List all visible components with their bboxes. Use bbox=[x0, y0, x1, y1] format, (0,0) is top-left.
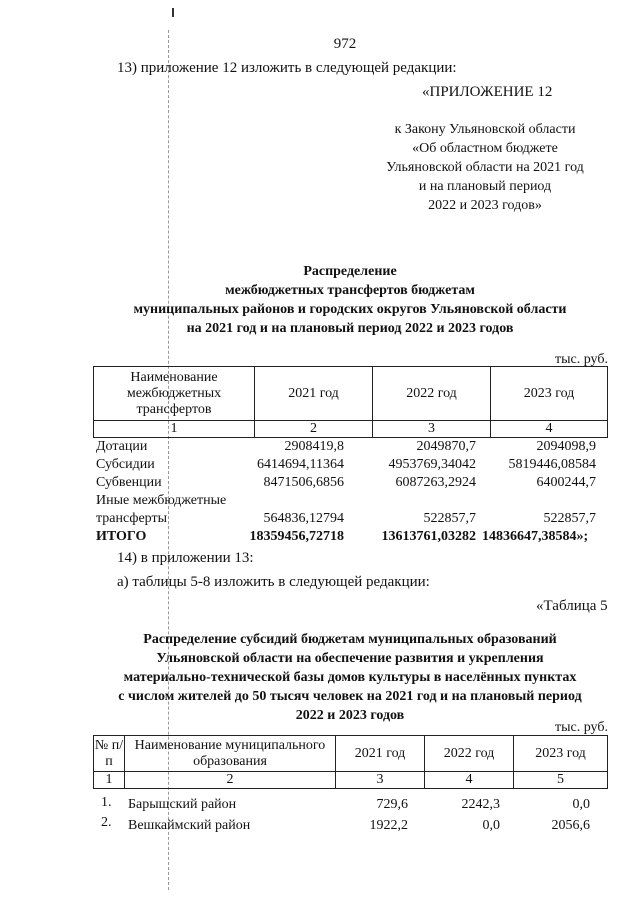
col-number: 2 bbox=[125, 772, 336, 789]
appendix-reference bbox=[360, 120, 610, 215]
row-value-2021: 6414694,11364 bbox=[257, 457, 344, 472]
row-value-2021: 8471506,6856 bbox=[263, 475, 344, 490]
row-name: Вешкаймский район bbox=[128, 818, 251, 833]
item14a-text: а) таблицы 5-8 изложить в следующей редакции: bbox=[117, 574, 430, 590]
row-value-2023: 5819446,08584 bbox=[508, 457, 596, 472]
col-number: 1 bbox=[94, 421, 255, 438]
col-header-2021: 2021 год bbox=[336, 736, 425, 772]
heading-distribution bbox=[60, 262, 640, 338]
col-number: 3 bbox=[336, 772, 425, 789]
row-value-2022: 0,0 bbox=[482, 818, 500, 833]
col-number: 4 bbox=[425, 772, 514, 789]
heading-line: муниципальных районов и городских округов Ульяновской области bbox=[133, 302, 567, 317]
row-value-2021: 729,6 bbox=[376, 797, 408, 812]
col-number: 4 bbox=[491, 421, 608, 438]
heading-line: с числом жителей до 50 тысяч человек на 2021 год и на плановый период bbox=[118, 689, 582, 704]
scan-mark bbox=[172, 8, 174, 17]
total-label: ИТОГО bbox=[96, 529, 147, 544]
appendix-title: «ПРИЛОЖЕНИЕ 12 bbox=[422, 84, 553, 100]
row-name: Дотации bbox=[96, 439, 148, 454]
total-value-2022: 13613761,03282 bbox=[381, 529, 476, 544]
row-name: Субсидии bbox=[96, 457, 155, 472]
row-name: Барышский район bbox=[128, 797, 237, 812]
row-value-2023: 0,0 bbox=[572, 797, 590, 812]
heading-line: межбюджетных трансфертов бюджетам bbox=[225, 283, 475, 298]
row-value-2023: 522857,7 bbox=[543, 511, 596, 526]
row-value-2022: 2242,3 bbox=[461, 797, 500, 812]
col-header-2023: 2023 год bbox=[491, 367, 608, 421]
row-number: 2. bbox=[101, 815, 112, 830]
col-header-number: № п/п bbox=[94, 736, 125, 772]
appendix-ref-line: и на плановый период bbox=[418, 179, 552, 194]
subsidies-table-header bbox=[93, 735, 608, 789]
row-value-2021: 1922,2 bbox=[369, 818, 408, 833]
row-name: Иные межбюджетные bbox=[96, 493, 227, 508]
col-number: 1 bbox=[94, 772, 125, 789]
heading-subsidies bbox=[60, 630, 640, 725]
col-number: 3 bbox=[373, 421, 491, 438]
unit-label: тыс. руб. bbox=[555, 352, 608, 367]
heading-line: материально-технической базы домов культуры в населённых пунктах bbox=[123, 670, 577, 685]
table5-label: «Таблица 5 bbox=[536, 598, 608, 614]
col-header-2022: 2022 год bbox=[425, 736, 514, 772]
row-value-2022: 4953769,34042 bbox=[388, 457, 476, 472]
col-number: 2 bbox=[255, 421, 373, 438]
row-value-2022: 6087263,2924 bbox=[395, 475, 476, 490]
heading-line: на 2021 год и на плановый период 2022 и 2023 годов bbox=[186, 321, 514, 336]
row-name-continued: трансферты bbox=[96, 511, 168, 526]
col-number: 5 bbox=[514, 772, 608, 789]
heading-line: Распределение субсидий бюджетам муниципальных образований bbox=[143, 632, 557, 647]
row-value-2022: 522857,7 bbox=[423, 511, 476, 526]
row-value-2022: 2049870,7 bbox=[416, 439, 476, 454]
row-value-2021: 2908419,8 bbox=[284, 439, 344, 454]
col-header-2022: 2022 год bbox=[373, 367, 491, 421]
row-value-2021: 564836,12794 bbox=[263, 511, 344, 526]
heading-line: 2022 и 2023 годов bbox=[295, 708, 405, 723]
row-name: Субвенции bbox=[96, 475, 162, 490]
row-number: 1. bbox=[101, 795, 112, 810]
col-header-2023: 2023 год bbox=[514, 736, 608, 772]
row-value-2023: 2094098,9 bbox=[536, 439, 596, 454]
appendix-ref-line: «Об областном бюджете bbox=[412, 141, 558, 156]
col-header-2021: 2021 год bbox=[255, 367, 373, 421]
col-header-municipality: Наименование муниципального образования bbox=[125, 736, 336, 772]
row-value-2023: 6400244,7 bbox=[536, 475, 596, 490]
appendix-ref-line: к Закону Ульяновской области bbox=[394, 122, 576, 137]
item13-text: 13) приложение 12 изложить в следующей редакции: bbox=[117, 60, 457, 76]
col-header-name: Наименование межбюджетных трансфертов bbox=[94, 367, 255, 421]
page-number: 972 bbox=[333, 36, 357, 52]
transfers-table-header bbox=[93, 366, 608, 438]
unit-label: тыс. руб. bbox=[555, 720, 608, 735]
total-value-2021: 18359456,72718 bbox=[249, 529, 344, 544]
heading-line: Распределение bbox=[303, 264, 397, 279]
heading-line: Ульяновской области на обеспечение развития и укрепления bbox=[156, 651, 544, 666]
item14-text: 14) в приложении 13: bbox=[117, 550, 254, 566]
row-value-2023: 2056,6 bbox=[551, 818, 590, 833]
total-value-2023: 14836647,38584»; bbox=[482, 529, 589, 544]
appendix-ref-line: 2022 и 2023 годов» bbox=[428, 198, 542, 213]
appendix-ref-line: Ульяновской области на 2021 год bbox=[386, 160, 584, 175]
